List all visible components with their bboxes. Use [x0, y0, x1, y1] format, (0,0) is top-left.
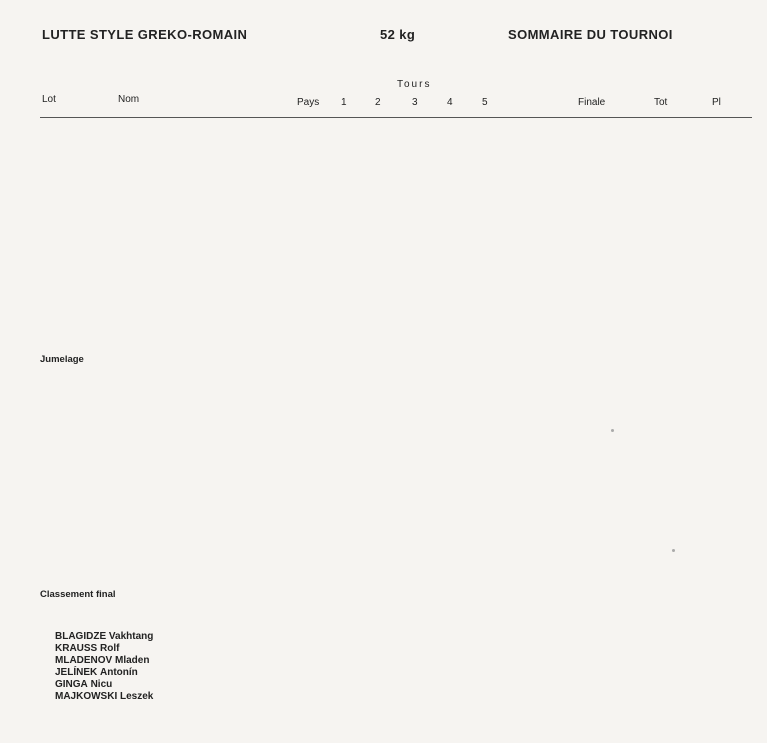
table-row — [0, 229, 767, 241]
table-row — [0, 136, 767, 148]
rank-first-name: Rolf — [100, 643, 120, 654]
col-finale: Finale — [578, 97, 606, 108]
table-row — [0, 206, 767, 218]
rank-first-name: Mladen — [115, 655, 150, 666]
rank-athlete — [55, 667, 138, 679]
rank-last-name: BLAGIDZE — [55, 631, 107, 642]
tours-label: Tours — [397, 79, 432, 90]
event-title: LUTTE STYLE GREKO-ROMAIN — [42, 27, 248, 42]
rank-last-name: KRAUSS — [55, 643, 98, 654]
table-row — [0, 276, 767, 288]
rank-last-name: JELÍNEK — [55, 667, 98, 678]
table-row — [0, 147, 767, 159]
rank-athlete — [55, 643, 119, 655]
col-pl: Pl — [712, 97, 721, 108]
rank-first-name: Antonín — [100, 667, 138, 678]
table-row — [0, 194, 767, 206]
col-t3: 3 — [412, 97, 418, 108]
rank-athlete — [55, 631, 153, 643]
rank-athlete — [55, 655, 149, 667]
col-t5: 5 — [482, 97, 488, 108]
results-table — [0, 124, 767, 324]
rank-last-name: GINGA — [55, 679, 88, 690]
header-divider — [40, 117, 752, 118]
table-row — [0, 218, 767, 230]
jumelage-title: Jumelage — [40, 354, 84, 365]
col-lot: Lot — [42, 94, 56, 105]
table-row — [0, 300, 767, 312]
table-row — [0, 253, 767, 265]
weight-class: 52 kg — [380, 27, 416, 42]
rank-last-name: MAJKOWSKI — [55, 691, 118, 702]
col-pays: Pays — [297, 97, 320, 108]
table-row — [0, 124, 767, 136]
table-row — [0, 264, 767, 276]
table-row — [0, 183, 767, 195]
classement-title: Classement final — [40, 589, 116, 600]
col-nom: Nom — [118, 94, 140, 105]
summary-title: SOMMAIRE DU TOURNOI — [508, 27, 673, 42]
table-row — [0, 241, 767, 253]
jumelage-rounds — [0, 396, 767, 526]
table-row — [0, 288, 767, 300]
col-tot: Tot — [654, 97, 668, 108]
rank-first-name: Vakhtang — [108, 631, 154, 642]
rank-first-name: Leszek — [120, 691, 154, 702]
rank-first-name: Nicu — [90, 679, 113, 690]
rank-athlete — [55, 691, 153, 703]
classement-list — [0, 631, 767, 711]
paper-speck — [611, 429, 614, 432]
rank-last-name: MLADENOV — [55, 655, 113, 666]
table-row — [0, 159, 767, 171]
table-row — [0, 171, 767, 183]
col-t2: 2 — [375, 97, 381, 108]
paper-speck — [672, 549, 675, 552]
rank-athlete — [55, 679, 112, 691]
col-t1: 1 — [341, 97, 347, 108]
col-t4: 4 — [447, 97, 453, 108]
